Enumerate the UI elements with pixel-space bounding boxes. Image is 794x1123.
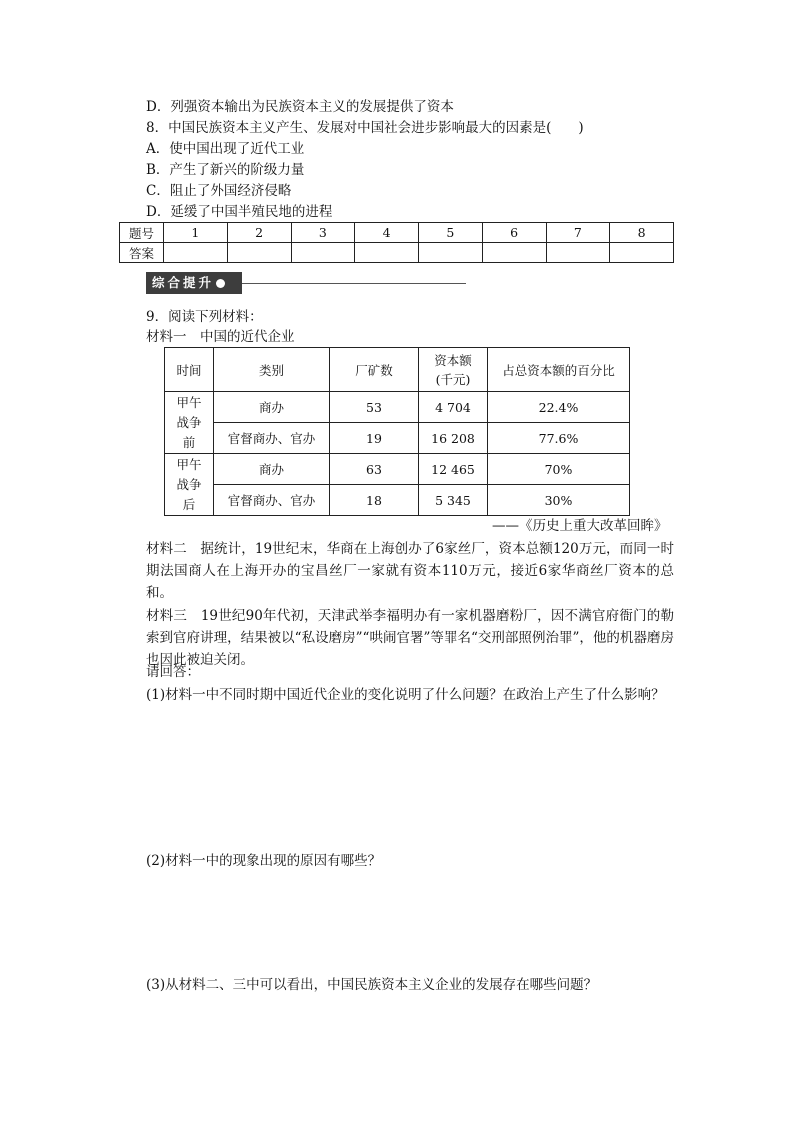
header-factories: 厂矿数 — [330, 348, 419, 392]
section-divider — [242, 283, 466, 284]
section-banner-label: 综合提升 — [152, 275, 215, 290]
header-category: 类别 — [214, 348, 330, 392]
answer-table-row-header: 题号 — [120, 223, 164, 243]
answer-cell[interactable] — [482, 243, 546, 263]
category-cell: 官督商办、官办 — [214, 423, 330, 454]
answer-prompt: 请回答： — [146, 664, 200, 680]
enterprise-table — [164, 347, 630, 516]
capital-cell: 12 465 — [419, 454, 488, 485]
period-cell — [165, 392, 214, 454]
subquestion-2: (2)材料一中的现象出现的原因有哪些？ — [146, 853, 382, 869]
category-cell: 商办 — [214, 454, 330, 485]
header-capital-line2: (千元) — [435, 371, 471, 387]
percent-cell: 22.4% — [488, 392, 630, 423]
q7-option-d: D．列强资本输出为民族资本主义的发展提供了资本 — [146, 99, 454, 115]
answer-cell[interactable] — [291, 243, 355, 263]
table-row — [165, 454, 630, 485]
category-cell: 官督商办、官办 — [214, 485, 330, 516]
material3: 材料三 19世纪90年代初，天津武举李福明办有一家机器磨粉厂，因不满官府衙门的勒索到官府讲理，结果被以“私设磨房”“哄闹官署”等罪名“交刑部照例治罪”，他的机器磨房也因此被迫关闭。 — [146, 608, 674, 668]
material2: 材料二 据统计，19世纪末，华商在上海创办了6家丝厂，资本总额120万元，而同一时期法国商人在上海开办的宝昌丝厂一家就有资本110万元，接近6家华商丝厂资本的总和。 — [146, 541, 674, 601]
period-label: 甲午 — [176, 394, 202, 410]
enterprise-table-header — [165, 348, 630, 392]
capital-cell: 4 704 — [419, 392, 488, 423]
capital-cell: 5 345 — [419, 485, 488, 516]
period-label: 战争 — [176, 476, 202, 492]
factories-cell: 63 — [330, 454, 419, 485]
table-row — [165, 423, 630, 454]
answer-table — [119, 222, 674, 263]
answer-table-number: 6 — [482, 223, 546, 243]
period-label: 前 — [182, 434, 196, 450]
answer-cell[interactable] — [164, 243, 228, 263]
answer-cell[interactable] — [546, 243, 610, 263]
answer-table-answer-row — [120, 243, 674, 263]
answer-cell[interactable] — [227, 243, 291, 263]
q8-option-b: B．产生了新兴的阶级力量 — [146, 162, 305, 178]
header-capital — [419, 348, 488, 392]
table-row — [165, 485, 630, 516]
q8-option-a: A．使中国出现了近代工业 — [146, 141, 305, 157]
factories-cell: 19 — [330, 423, 419, 454]
material1-title: 材料一 中国的近代企业 — [146, 329, 295, 345]
percent-cell: 30% — [488, 485, 630, 516]
header-capital-line1: 资本额 — [434, 352, 472, 368]
answer-table-number: 5 — [419, 223, 483, 243]
period-label: 战争 — [176, 414, 202, 430]
answer-table-number: 1 — [164, 223, 228, 243]
answer-table-number-row — [120, 223, 674, 243]
bullet-icon — [216, 279, 225, 288]
factories-cell: 18 — [330, 485, 419, 516]
table-row — [165, 392, 630, 423]
category-cell: 商办 — [214, 392, 330, 423]
period-cell — [165, 454, 214, 516]
answer-table-number: 7 — [546, 223, 610, 243]
answer-cell[interactable] — [419, 243, 483, 263]
q9-intro: 9．阅读下列材料： — [146, 309, 263, 325]
answer-table-number: 3 — [291, 223, 355, 243]
answer-table-number: 8 — [610, 223, 674, 243]
percent-cell: 70% — [488, 454, 630, 485]
q8-option-d: D．延缓了中国半殖民地的进程 — [146, 204, 333, 220]
answer-table-number: 2 — [227, 223, 291, 243]
q8-option-c: C．阻止了外国经济侵略 — [146, 183, 292, 199]
answer-cell[interactable] — [610, 243, 674, 263]
capital-cell: 16 208 — [419, 423, 488, 454]
subquestion-3: (3)从材料二、三中可以看出，中国民族资本主义企业的发展存在哪些问题？ — [146, 977, 598, 993]
material1-source: ——《历史上重大改革回眸》 — [492, 518, 668, 534]
answer-table-number: 4 — [355, 223, 419, 243]
answer-table-row-header: 答案 — [120, 243, 164, 263]
period-label: 甲午 — [176, 456, 202, 472]
section-banner — [146, 272, 242, 294]
subquestion-1: (1)材料一中不同时期中国近代企业的变化说明了什么问题？在政治上产生了什么影响？ — [146, 687, 665, 703]
header-percent: 占总资本额的百分比 — [488, 348, 630, 392]
header-time: 时间 — [165, 348, 214, 392]
q8-stem: 8．中国民族资本主义产生、发展对中国社会进步影响最大的因素是( ) — [146, 120, 584, 136]
answer-cell[interactable] — [355, 243, 419, 263]
factories-cell: 53 — [330, 392, 419, 423]
period-label: 后 — [182, 496, 196, 512]
percent-cell: 77.6% — [488, 423, 630, 454]
